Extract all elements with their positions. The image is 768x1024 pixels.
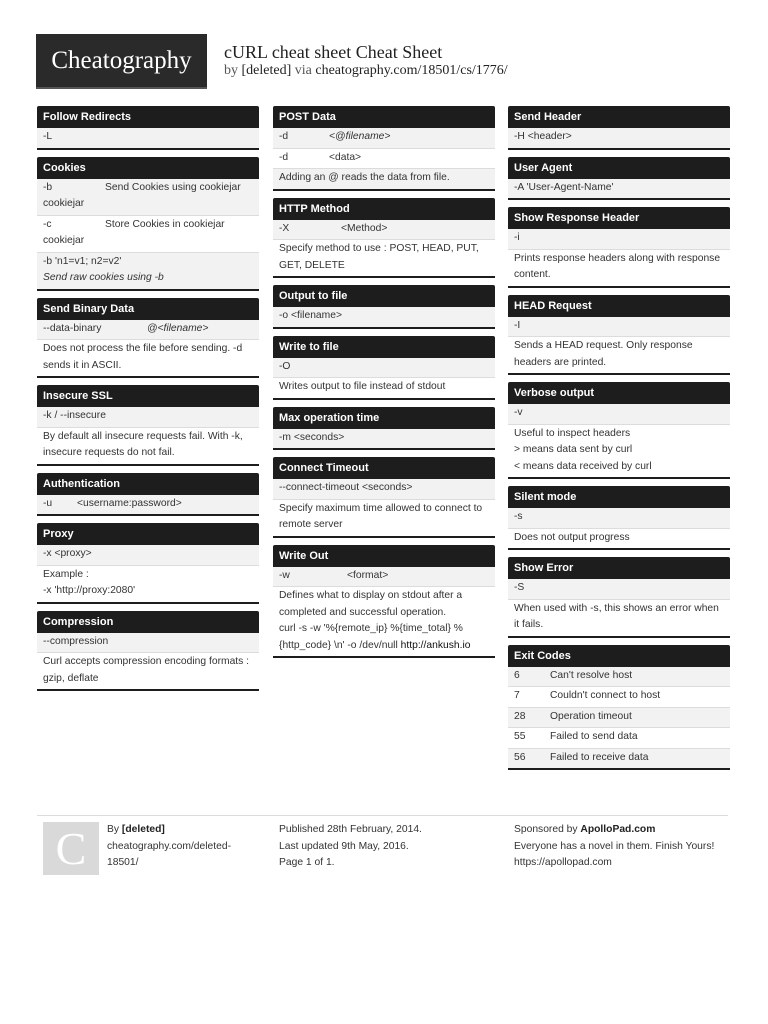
row-value: Failed to receive data xyxy=(550,751,649,763)
table-row: Sends a HEAD request. Only response headers are printed. xyxy=(514,340,693,368)
row-line: < means data received by curl xyxy=(514,460,652,472)
sheet-url-link[interactable]: cheatography.com/18501/cs/1776/ xyxy=(315,63,508,78)
byline-by: by xyxy=(224,63,238,78)
sponsor-url[interactable]: https://apollopad.com xyxy=(514,857,612,868)
column-2 xyxy=(273,106,495,665)
table-row xyxy=(37,566,259,602)
section-send-binary-data xyxy=(37,298,259,379)
section-cookies xyxy=(37,157,259,291)
table-row: -i xyxy=(508,229,730,250)
table-row xyxy=(37,179,259,216)
section-title: Compression xyxy=(37,611,259,633)
table-row xyxy=(37,320,259,341)
table-row xyxy=(273,220,495,241)
section-title: Write Out xyxy=(273,545,495,567)
row-key: 56 xyxy=(514,751,526,763)
page-number: Page 1 of 1. xyxy=(279,857,335,868)
column-3 xyxy=(508,106,730,777)
section-title: HTTP Method xyxy=(273,198,495,220)
section-title: Write to file xyxy=(273,336,495,358)
section-compression xyxy=(37,611,259,692)
section-output-to-file xyxy=(273,285,495,329)
row-value: <username:password> xyxy=(77,497,182,509)
table-row xyxy=(508,728,730,749)
table-row: -o <filename> xyxy=(273,307,495,327)
row-continuation: cookiejar xyxy=(43,235,85,246)
section-title: POST Data xyxy=(273,106,495,128)
table-row: Prints response headers along with response content. xyxy=(514,252,721,280)
row-continuation: cookiejar xyxy=(43,198,85,209)
page-title: cURL cheat sheet Cheat Sheet xyxy=(224,42,443,62)
table-row xyxy=(37,495,259,515)
table-row xyxy=(273,587,495,656)
section-title: Exit Codes xyxy=(508,645,730,667)
row-description: Defines what to display on stdout after a completed and successful operation. xyxy=(279,590,463,618)
footer-author-url-cont[interactable]: 18501/ xyxy=(107,857,139,868)
table-row: Does not process the file before sending. -d sends it in ASCII. xyxy=(43,343,243,371)
section-title: User Agent xyxy=(508,157,730,179)
section-title: Show Error xyxy=(508,557,730,579)
table-row: -v xyxy=(508,404,730,425)
section-title: Max operation time xyxy=(273,407,495,429)
table-row: -A 'User-Agent-Name' xyxy=(508,179,730,199)
section-title: Verbose output xyxy=(508,382,730,404)
row-value: Failed to send data xyxy=(550,731,638,742)
table-row: By default all insecure requests fail. With -k, insecure requests do not fail. xyxy=(43,430,243,458)
table-row: When used with -s, this shows an error when it fails. xyxy=(514,602,719,630)
byline xyxy=(224,63,508,79)
row-line: Useful to inspect headers xyxy=(514,427,631,439)
row-key: --data-binary xyxy=(43,322,102,334)
table-row xyxy=(508,425,730,478)
section-http-method xyxy=(273,198,495,279)
table-row: -m <seconds> xyxy=(273,429,495,449)
table-row: Writes output to file instead of stdout xyxy=(279,381,446,392)
row-key: -u xyxy=(43,497,53,509)
row-key: 7 xyxy=(514,690,520,701)
table-row: Does not output progress xyxy=(514,531,630,543)
sponsored-by-label: Sponsored by xyxy=(514,824,578,835)
row-value: Can't resolve host xyxy=(550,669,633,681)
table-row: --compression xyxy=(37,633,259,654)
section-title: Silent mode xyxy=(508,486,730,508)
row-example: curl -s -w '%{remote_ip} %{time_total} %{http_code} \n' -o /dev/null xyxy=(279,623,463,651)
row-note: Send raw cookies using -b xyxy=(43,272,164,283)
ankush-link[interactable]: http://ankush.io xyxy=(400,639,471,651)
section-insecure-ssl xyxy=(37,385,259,466)
table-row xyxy=(508,667,730,688)
section-follow-redirects xyxy=(37,106,259,150)
footer-author xyxy=(107,822,257,872)
table-row: -s xyxy=(508,508,730,529)
row-line: > means data sent by curl xyxy=(514,444,633,455)
row-key: -d xyxy=(279,131,289,142)
section-max-operation-time xyxy=(273,407,495,451)
author-avatar[interactable]: C xyxy=(43,822,99,875)
row-key: -c xyxy=(43,218,52,230)
footer-divider xyxy=(37,815,728,816)
row-value: Couldn't connect to host xyxy=(550,690,661,701)
section-title: Authentication xyxy=(37,473,259,495)
section-title: Connect Timeout xyxy=(273,457,495,479)
row-value: Send Cookies using cookiejar xyxy=(105,181,241,193)
row-value: Operation timeout xyxy=(550,710,632,722)
column-1 xyxy=(37,106,259,698)
row-key: -b 'n1=v1; n2=v2' xyxy=(43,255,122,267)
section-proxy xyxy=(37,523,259,604)
row-key: 55 xyxy=(514,731,526,742)
table-row xyxy=(37,253,259,289)
row-value: <Method> xyxy=(341,222,388,234)
table-row xyxy=(508,708,730,729)
row-key: -X xyxy=(279,222,290,234)
row-value: <@filename> xyxy=(329,131,391,142)
row-key: -d xyxy=(279,151,289,163)
table-row: Specify method to use : POST, HEAD, PUT, GET, DELETE xyxy=(279,243,479,271)
section-title: Cookies xyxy=(37,157,259,179)
table-row xyxy=(273,567,495,588)
table-row xyxy=(273,128,495,149)
table-row: -I xyxy=(508,317,730,338)
row-value: Store Cookies in cookiejar xyxy=(105,218,225,230)
updated-date: Last updated 9th May, 2016. xyxy=(279,840,409,852)
section-title: Send Binary Data xyxy=(37,298,259,320)
table-row xyxy=(273,149,495,170)
section-user-agent xyxy=(508,157,730,201)
section-post-data xyxy=(273,106,495,191)
section-connect-timeout xyxy=(273,457,495,538)
section-title: Follow Redirects xyxy=(37,106,259,128)
row-value: @<filename> xyxy=(147,322,209,334)
row-key: 6 xyxy=(514,669,520,681)
section-title: Proxy xyxy=(37,523,259,545)
section-exit-codes xyxy=(508,645,730,771)
table-row: Curl accepts compression encoding formats : gzip, deflate xyxy=(43,656,250,684)
row-value: <data> xyxy=(329,151,362,163)
table-row: -k / --insecure xyxy=(37,407,259,428)
cheatography-logo[interactable]: Cheatography xyxy=(36,34,207,89)
sponsor-tagline: Everyone has a novel in them. Finish Yours! xyxy=(514,840,715,852)
table-row: -H <header> xyxy=(508,128,730,148)
section-write-out xyxy=(273,545,495,659)
row-key: 28 xyxy=(514,710,526,722)
table-row xyxy=(37,216,259,253)
footer-author-link[interactable]: [deleted] xyxy=(121,824,165,835)
section-show-response-header xyxy=(508,207,730,288)
row-value: <format> xyxy=(347,569,389,581)
section-authentication xyxy=(37,473,259,517)
table-row: --connect-timeout <seconds> xyxy=(273,479,495,500)
section-title: Insecure SSL xyxy=(37,385,259,407)
section-head-request xyxy=(508,295,730,376)
section-show-error xyxy=(508,557,730,638)
table-row: Adding an @ reads the data from file. xyxy=(273,169,495,189)
row-key: -w xyxy=(279,569,290,581)
table-row: -L xyxy=(37,128,259,148)
sponsor-link[interactable]: ApolloPad.com xyxy=(580,824,656,835)
section-write-to-file xyxy=(273,336,495,400)
row-example: -x 'http://proxy:2080' xyxy=(43,585,136,596)
table-row: -x <proxy> xyxy=(37,545,259,566)
section-send-header xyxy=(508,106,730,150)
byline-via: via xyxy=(294,63,312,78)
row-key: -b xyxy=(43,181,53,193)
footer-by: By xyxy=(107,824,120,835)
published-date: Published 28th February, 2014. xyxy=(279,824,422,835)
section-title: Send Header xyxy=(508,106,730,128)
footer-sponsor xyxy=(514,822,728,872)
table-row: -O xyxy=(273,358,495,379)
section-title: Output to file xyxy=(273,285,495,307)
section-silent-mode xyxy=(508,486,730,550)
section-title: HEAD Request xyxy=(508,295,730,317)
section-verbose-output xyxy=(508,382,730,479)
footer-dates xyxy=(279,822,489,872)
table-row: -S xyxy=(508,579,730,600)
row-label: Example : xyxy=(43,568,89,580)
table-row xyxy=(508,749,730,769)
table-row: Specify maximum time allowed to connect to remote server xyxy=(279,502,483,530)
section-title: Show Response Header xyxy=(508,207,730,229)
author-link[interactable]: [deleted] xyxy=(241,63,292,78)
footer-author-url[interactable]: cheatography.com/deleted- xyxy=(107,840,232,852)
table-row xyxy=(508,687,730,708)
